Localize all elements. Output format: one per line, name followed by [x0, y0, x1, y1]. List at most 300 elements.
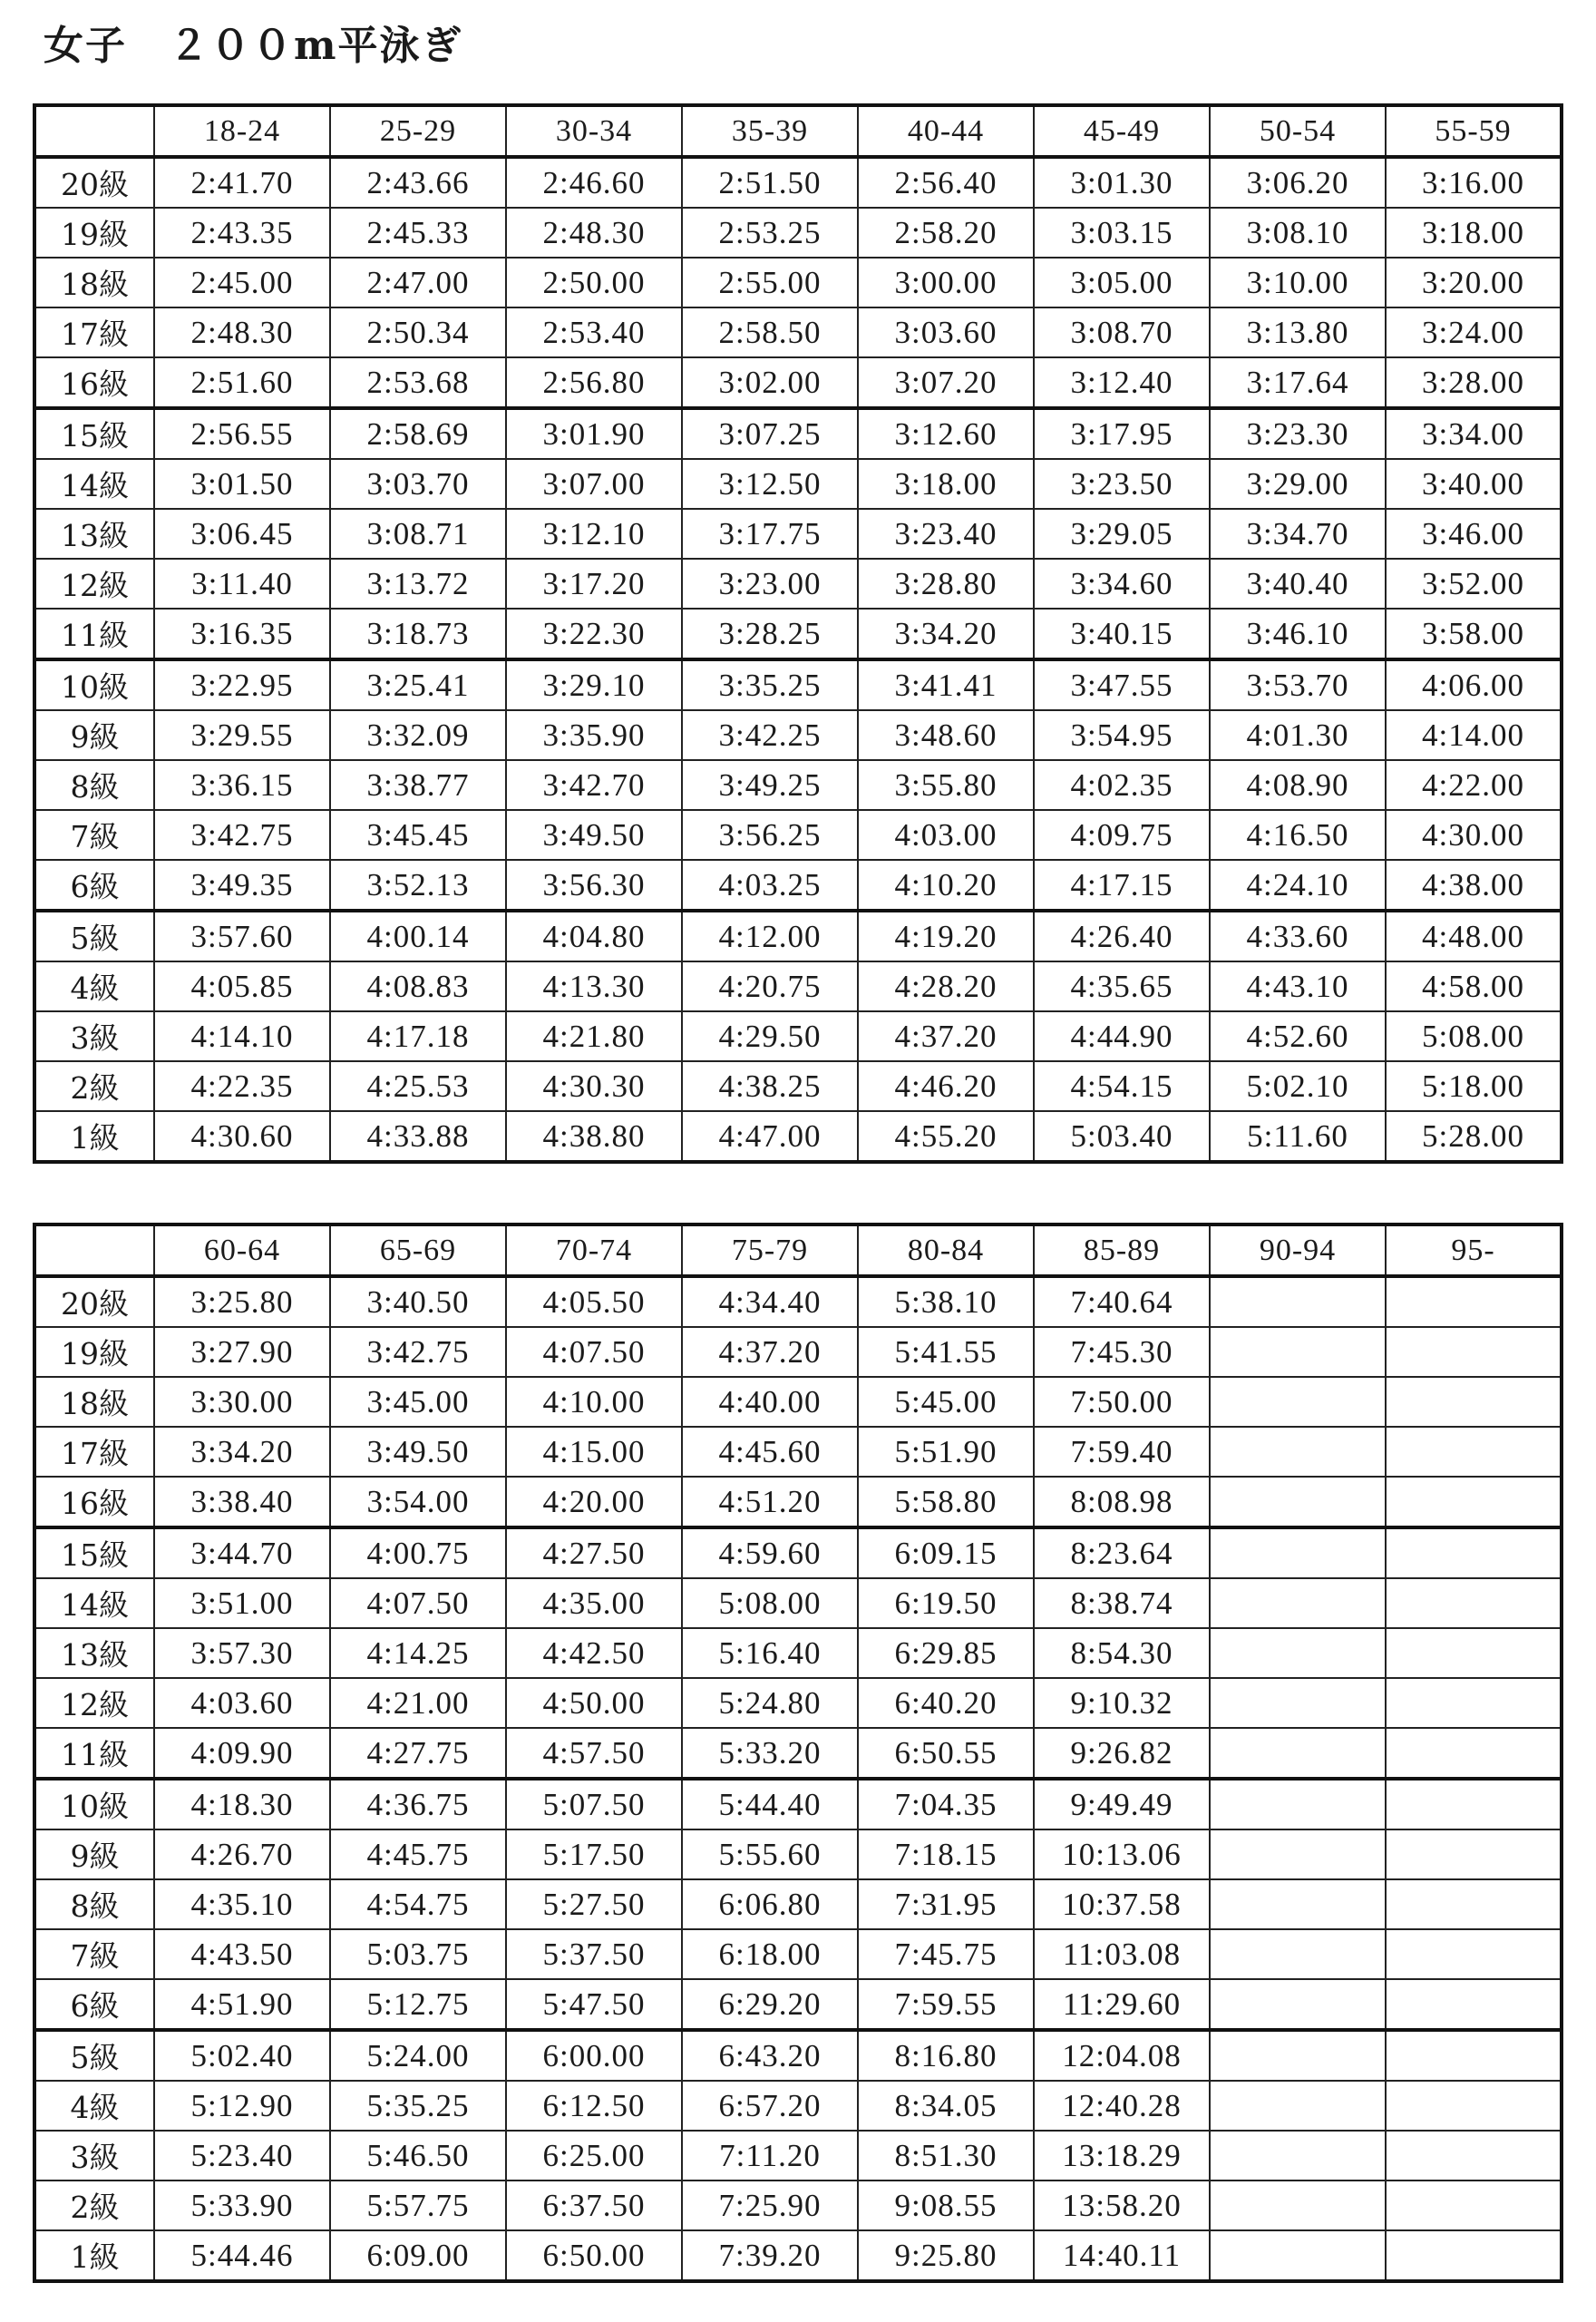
time-cell: 8:08.98: [1034, 1477, 1210, 1527]
time-cell: 3:29.55: [154, 710, 330, 760]
time-cell: 3:38.77: [330, 760, 506, 810]
time-cell: 3:18.00: [858, 459, 1034, 509]
table-row: [34, 2030, 1562, 2081]
time-cell: 4:18.30: [154, 1779, 330, 1829]
time-cell: [1210, 2030, 1386, 2081]
time-cell: 4:26.70: [154, 1829, 330, 1879]
time-cell: 13:18.29: [1034, 2131, 1210, 2181]
time-cell: 2:56.55: [154, 408, 330, 459]
time-cell: 3:41.41: [858, 659, 1034, 710]
time-cell: 3:46.00: [1386, 509, 1562, 559]
time-cell: 2:53.25: [682, 208, 858, 258]
age-group-header: 30-34: [506, 105, 682, 157]
time-cell: 4:59.60: [682, 1527, 858, 1578]
time-cell: 7:31.95: [858, 1879, 1034, 1929]
time-cell: 4:13.30: [506, 961, 682, 1011]
time-cell: 5:46.50: [330, 2131, 506, 2181]
grade-label: 9級: [34, 1829, 154, 1879]
time-cell: 4:55.20: [858, 1111, 1034, 1162]
time-cell: 6:29.85: [858, 1628, 1034, 1678]
time-cell: 6:09.15: [858, 1527, 1034, 1578]
time-cell: 3:23.30: [1210, 408, 1386, 459]
table-row: [34, 2181, 1562, 2230]
grade-label: 5級: [34, 2030, 154, 2081]
time-cell: 3:22.30: [506, 609, 682, 659]
time-cell: 5:17.50: [506, 1829, 682, 1879]
time-cell: 3:24.00: [1386, 307, 1562, 357]
time-cell: 9:08.55: [858, 2181, 1034, 2230]
time-cell: 4:06.00: [1386, 659, 1562, 710]
time-cell: 4:50.00: [506, 1678, 682, 1728]
table-row: [34, 1327, 1562, 1377]
time-cell: [1386, 1628, 1562, 1678]
grade-label: 5級: [34, 911, 154, 961]
table-row: [34, 860, 1562, 911]
time-cell: 6:50.55: [858, 1728, 1034, 1779]
age-group-header: 45-49: [1034, 105, 1210, 157]
grade-label: 7級: [34, 1929, 154, 1979]
time-cell: 5:24.80: [682, 1678, 858, 1728]
time-cell: 3:42.75: [154, 810, 330, 860]
time-cell: 4:34.40: [682, 1276, 858, 1327]
time-cell: [1210, 1829, 1386, 1879]
table-row: [34, 408, 1562, 459]
time-cell: 4:47.00: [682, 1111, 858, 1162]
time-cell: 3:23.00: [682, 559, 858, 609]
grade-label: 19級: [34, 208, 154, 258]
time-cell: 3:40.15: [1034, 609, 1210, 659]
time-cell: 5:08.00: [1386, 1011, 1562, 1061]
time-cell: 2:43.66: [330, 157, 506, 208]
grade-label: 6級: [34, 860, 154, 911]
time-cell: 4:14.10: [154, 1011, 330, 1061]
time-cell: [1210, 1728, 1386, 1779]
time-cell: 3:07.20: [858, 357, 1034, 408]
time-cell: 4:20.75: [682, 961, 858, 1011]
time-cell: 4:45.75: [330, 1829, 506, 1879]
time-cell: 3:46.10: [1210, 609, 1386, 659]
time-cell: 5:12.75: [330, 1979, 506, 2030]
grade-label: 20級: [34, 157, 154, 208]
time-cell: 2:46.60: [506, 157, 682, 208]
time-cell: 4:08.90: [1210, 760, 1386, 810]
time-cell: 2:56.40: [858, 157, 1034, 208]
table-row: [34, 1979, 1562, 2030]
time-cell: 2:53.68: [330, 357, 506, 408]
grade-label: 14級: [34, 1578, 154, 1628]
grade-label: 14級: [34, 459, 154, 509]
time-cell: [1386, 2181, 1562, 2230]
time-cell: 2:53.40: [506, 307, 682, 357]
time-cell: 4:28.20: [858, 961, 1034, 1011]
time-cell: 6:19.50: [858, 1578, 1034, 1628]
time-cell: [1210, 2181, 1386, 2230]
age-group-header: 65-69: [330, 1224, 506, 1276]
time-cell: 5:28.00: [1386, 1111, 1562, 1162]
time-cell: [1386, 2230, 1562, 2281]
header-row: [34, 105, 1562, 157]
time-cell: 4:30.00: [1386, 810, 1562, 860]
time-cell: 2:41.70: [154, 157, 330, 208]
age-group-header: 35-39: [682, 105, 858, 157]
table-row: [34, 609, 1562, 659]
time-cell: 3:16.35: [154, 609, 330, 659]
time-cell: 3:54.95: [1034, 710, 1210, 760]
time-cell: 2:55.00: [682, 258, 858, 307]
time-cell: 4:09.90: [154, 1728, 330, 1779]
time-cell: 3:10.00: [1210, 258, 1386, 307]
time-cell: 4:17.18: [330, 1011, 506, 1061]
time-cell: 4:07.50: [506, 1327, 682, 1377]
time-cell: [1210, 1377, 1386, 1427]
time-cell: [1210, 1327, 1386, 1377]
time-cell: 3:49.35: [154, 860, 330, 911]
grade-label: 4級: [34, 961, 154, 1011]
time-cell: 4:52.60: [1210, 1011, 1386, 1061]
time-cell: 4:25.53: [330, 1061, 506, 1111]
time-cell: 3:13.80: [1210, 307, 1386, 357]
time-cell: 4:48.00: [1386, 911, 1562, 961]
table-row: [34, 509, 1562, 559]
grade-label: 16級: [34, 357, 154, 408]
time-cell: 5:33.20: [682, 1728, 858, 1779]
time-cell: 2:51.60: [154, 357, 330, 408]
table-row: [34, 208, 1562, 258]
time-cell: 3:49.50: [506, 810, 682, 860]
grade-label: 1級: [34, 2230, 154, 2281]
grade-label: 6級: [34, 1979, 154, 2030]
age-group-header: 95-: [1386, 1224, 1562, 1276]
time-cell: 3:42.25: [682, 710, 858, 760]
time-cell: 4:35.10: [154, 1879, 330, 1929]
grade-label: 4級: [34, 2081, 154, 2131]
time-cell: 3:18.73: [330, 609, 506, 659]
table-row: [34, 459, 1562, 509]
time-cell: 3:40.50: [330, 1276, 506, 1327]
time-cell: 7:59.40: [1034, 1427, 1210, 1477]
time-cell: 5:24.00: [330, 2030, 506, 2081]
time-cell: 4:43.10: [1210, 961, 1386, 1011]
time-cell: 4:44.90: [1034, 1011, 1210, 1061]
table-row: [34, 961, 1562, 1011]
time-cell: 3:03.15: [1034, 208, 1210, 258]
grade-label: 10級: [34, 1779, 154, 1829]
header-row: [34, 1224, 1562, 1276]
time-cell: 4:35.65: [1034, 961, 1210, 1011]
time-cell: 2:58.50: [682, 307, 858, 357]
time-cell: 6:00.00: [506, 2030, 682, 2081]
time-cell: 3:08.10: [1210, 208, 1386, 258]
time-cell: [1210, 1477, 1386, 1527]
time-cell: 4:03.00: [858, 810, 1034, 860]
time-cell: 9:26.82: [1034, 1728, 1210, 1779]
time-cell: 4:46.20: [858, 1061, 1034, 1111]
time-cell: 2:58.69: [330, 408, 506, 459]
time-cell: 4:22.00: [1386, 760, 1562, 810]
time-cell: 3:25.80: [154, 1276, 330, 1327]
time-cell: 3:12.60: [858, 408, 1034, 459]
time-cell: 4:03.60: [154, 1678, 330, 1728]
table-row: [34, 1377, 1562, 1427]
table-row: [34, 2081, 1562, 2131]
time-cell: 3:11.40: [154, 559, 330, 609]
time-cell: 4:17.15: [1034, 860, 1210, 911]
time-cell: 8:54.30: [1034, 1628, 1210, 1678]
time-cell: 3:34.60: [1034, 559, 1210, 609]
time-cell: 4:29.50: [682, 1011, 858, 1061]
grade-label: 12級: [34, 1678, 154, 1728]
grade-label: 16級: [34, 1477, 154, 1527]
age-group-header: 18-24: [154, 105, 330, 157]
time-cell: [1210, 1979, 1386, 2030]
time-cell: 4:58.00: [1386, 961, 1562, 1011]
table-row: [34, 1929, 1562, 1979]
time-cell: [1210, 1527, 1386, 1578]
time-cell: 3:13.72: [330, 559, 506, 609]
time-cell: 4:15.00: [506, 1427, 682, 1477]
table-row: [34, 1477, 1562, 1527]
time-cell: [1386, 1678, 1562, 1728]
time-cell: [1386, 2131, 1562, 2181]
table-row: [34, 2230, 1562, 2281]
time-cell: 4:12.00: [682, 911, 858, 961]
time-cell: 3:56.25: [682, 810, 858, 860]
time-cell: [1386, 1829, 1562, 1879]
time-cell: 4:43.50: [154, 1929, 330, 1979]
time-cell: 7:50.00: [1034, 1377, 1210, 1427]
time-cell: 3:23.50: [1034, 459, 1210, 509]
time-cell: 5:37.50: [506, 1929, 682, 1979]
time-cell: 3:06.45: [154, 509, 330, 559]
time-cell: 8:34.05: [858, 2081, 1034, 2131]
time-cell: 3:49.25: [682, 760, 858, 810]
table-row: [34, 307, 1562, 357]
time-cell: [1210, 2131, 1386, 2181]
time-cell: [1210, 1427, 1386, 1477]
time-cell: [1210, 1779, 1386, 1829]
age-group-header: 55-59: [1386, 105, 1562, 157]
time-cell: 3:25.41: [330, 659, 506, 710]
time-cell: 3:07.00: [506, 459, 682, 509]
time-cell: 3:06.20: [1210, 157, 1386, 208]
age-group-header: 25-29: [330, 105, 506, 157]
table-row: [34, 2131, 1562, 2181]
time-cell: 3:54.00: [330, 1477, 506, 1527]
time-cell: [1386, 1427, 1562, 1477]
time-cell: 3:01.30: [1034, 157, 1210, 208]
time-cell: 5:02.10: [1210, 1061, 1386, 1111]
grade-label: 9級: [34, 710, 154, 760]
time-cell: 5:03.40: [1034, 1111, 1210, 1162]
time-cell: 4:24.10: [1210, 860, 1386, 911]
time-cell: 4:22.35: [154, 1061, 330, 1111]
table-row: [34, 357, 1562, 408]
time-cell: 8:23.64: [1034, 1527, 1210, 1578]
time-cell: 4:38.00: [1386, 860, 1562, 911]
time-cell: [1386, 1929, 1562, 1979]
time-cell: 8:51.30: [858, 2131, 1034, 2181]
time-cell: 3:29.05: [1034, 509, 1210, 559]
time-cell: 3:29.10: [506, 659, 682, 710]
age-group-header: 50-54: [1210, 105, 1386, 157]
time-cell: 3:23.40: [858, 509, 1034, 559]
time-cell: 4:42.50: [506, 1628, 682, 1678]
time-cell: 4:40.00: [682, 1377, 858, 1427]
grade-label: 3級: [34, 1011, 154, 1061]
time-cell: 5:55.60: [682, 1829, 858, 1879]
time-cell: 3:47.55: [1034, 659, 1210, 710]
time-cell: 4:54.75: [330, 1879, 506, 1929]
grade-label: 12級: [34, 559, 154, 609]
time-cell: 5:27.50: [506, 1879, 682, 1929]
table-row: [34, 1578, 1562, 1628]
time-cell: 7:18.15: [858, 1829, 1034, 1879]
time-cell: 3:49.50: [330, 1427, 506, 1477]
time-cell: 13:58.20: [1034, 2181, 1210, 2230]
grade-label: 8級: [34, 760, 154, 810]
time-cell: 5:07.50: [506, 1779, 682, 1829]
time-cell: [1210, 1678, 1386, 1728]
table-row: [34, 1276, 1562, 1327]
grade-label: 19級: [34, 1327, 154, 1377]
time-cell: 7:25.90: [682, 2181, 858, 2230]
time-cell: 2:50.34: [330, 307, 506, 357]
time-cell: 3:29.00: [1210, 459, 1386, 509]
corner-cell: [34, 1224, 154, 1276]
time-cell: [1210, 2081, 1386, 2131]
time-cell: 7:40.64: [1034, 1276, 1210, 1327]
table-row: [34, 1678, 1562, 1728]
time-cell: 4:00.14: [330, 911, 506, 961]
time-cell: 3:58.00: [1386, 609, 1562, 659]
time-cell: 9:25.80: [858, 2230, 1034, 2281]
time-cell: 3:17.64: [1210, 357, 1386, 408]
time-cell: 3:17.75: [682, 509, 858, 559]
grade-label: 2級: [34, 1061, 154, 1111]
time-cell: 4:00.75: [330, 1527, 506, 1578]
time-cell: 12:40.28: [1034, 2081, 1210, 2131]
time-cell: 9:49.49: [1034, 1779, 1210, 1829]
grade-label: 3級: [34, 2131, 154, 2181]
table-row: [34, 1779, 1562, 1829]
table-row: [34, 258, 1562, 307]
time-cell: 4:04.80: [506, 911, 682, 961]
table-row: [34, 1879, 1562, 1929]
time-cell: [1386, 1728, 1562, 1779]
time-cell: 5:33.90: [154, 2181, 330, 2230]
grade-label: 15級: [34, 408, 154, 459]
time-cell: 3:22.95: [154, 659, 330, 710]
corner-cell: [34, 105, 154, 157]
time-cell: 4:21.80: [506, 1011, 682, 1061]
age-group-header: 85-89: [1034, 1224, 1210, 1276]
time-cell: 4:51.90: [154, 1979, 330, 2030]
time-cell: 2:56.80: [506, 357, 682, 408]
grade-label: 17級: [34, 307, 154, 357]
time-cell: [1210, 1276, 1386, 1327]
time-cell: 3:07.25: [682, 408, 858, 459]
time-cell: 4:08.83: [330, 961, 506, 1011]
age-group-header: 40-44: [858, 105, 1034, 157]
time-cell: [1386, 2081, 1562, 2131]
time-cell: 3:20.00: [1386, 258, 1562, 307]
time-cell: 2:47.00: [330, 258, 506, 307]
time-cell: 3:35.90: [506, 710, 682, 760]
time-cell: 4:27.75: [330, 1728, 506, 1779]
time-cell: 4:05.85: [154, 961, 330, 1011]
time-cell: 3:40.40: [1210, 559, 1386, 609]
age-group-header: 70-74: [506, 1224, 682, 1276]
time-cell: 4:30.60: [154, 1111, 330, 1162]
time-cell: 3:57.60: [154, 911, 330, 961]
time-cell: 5:18.00: [1386, 1061, 1562, 1111]
time-cell: 3:12.40: [1034, 357, 1210, 408]
time-cell: 4:33.88: [330, 1111, 506, 1162]
age-group-header: 90-94: [1210, 1224, 1386, 1276]
grade-label: 7級: [34, 810, 154, 860]
time-cell: 6:06.80: [682, 1879, 858, 1929]
time-cell: 3:01.90: [506, 408, 682, 459]
time-cell: 4:38.80: [506, 1111, 682, 1162]
table-row: [34, 157, 1562, 208]
time-cell: 4:02.35: [1034, 760, 1210, 810]
time-cell: 4:26.40: [1034, 911, 1210, 961]
time-cell: 3:28.80: [858, 559, 1034, 609]
time-cell: 5:44.46: [154, 2230, 330, 2281]
table-row: [34, 1628, 1562, 1678]
time-cell: 2:45.33: [330, 208, 506, 258]
time-cell: 5:58.80: [858, 1477, 1034, 1527]
time-cell: [1386, 1578, 1562, 1628]
time-cell: 8:38.74: [1034, 1578, 1210, 1628]
time-cell: 7:39.20: [682, 2230, 858, 2281]
time-cell: [1386, 2030, 1562, 2081]
grade-label: 18級: [34, 258, 154, 307]
time-cell: 4:07.50: [330, 1578, 506, 1628]
time-cell: 3:12.10: [506, 509, 682, 559]
table-row: [34, 1527, 1562, 1578]
time-cell: [1386, 1779, 1562, 1829]
time-cell: 5:16.40: [682, 1628, 858, 1678]
time-cell: 6:50.00: [506, 2230, 682, 2281]
time-cell: 3:02.00: [682, 357, 858, 408]
time-cell: 3:34.20: [858, 609, 1034, 659]
time-cell: 4:03.25: [682, 860, 858, 911]
time-cell: 5:44.40: [682, 1779, 858, 1829]
time-cell: 7:04.35: [858, 1779, 1034, 1829]
time-cell: 4:45.60: [682, 1427, 858, 1477]
time-cell: 5:03.75: [330, 1929, 506, 1979]
age-group-header: 60-64: [154, 1224, 330, 1276]
time-cell: 5:41.55: [858, 1327, 1034, 1377]
time-cell: 3:45.45: [330, 810, 506, 860]
time-cell: 4:05.50: [506, 1276, 682, 1327]
time-cell: 3:03.70: [330, 459, 506, 509]
time-cell: 3:56.30: [506, 860, 682, 911]
time-cell: 3:12.50: [682, 459, 858, 509]
time-cell: 2:58.20: [858, 208, 1034, 258]
time-cell: 4:16.50: [1210, 810, 1386, 860]
time-cell: 2:45.00: [154, 258, 330, 307]
time-cell: 5:23.40: [154, 2131, 330, 2181]
grade-table-top: [33, 103, 1563, 1164]
time-cell: 6:29.20: [682, 1979, 858, 2030]
table-row: [34, 1728, 1562, 1779]
time-cell: 6:37.50: [506, 2181, 682, 2230]
time-cell: 4:14.25: [330, 1628, 506, 1678]
time-cell: 3:52.13: [330, 860, 506, 911]
time-cell: 8:16.80: [858, 2030, 1034, 2081]
